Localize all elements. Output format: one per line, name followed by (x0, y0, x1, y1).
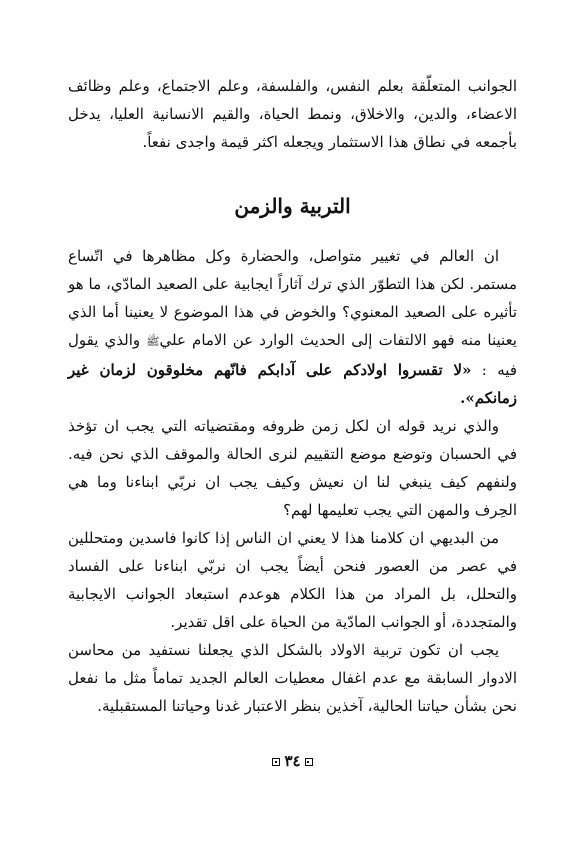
paragraph-1 (68, 242, 517, 412)
paragraph-3: من البديهي ان كلامنا هذا لا يعني ان الناس إذا كانوا فاسدين ومتحللين في عصر من العصور فنحن أيضاً يجب ان نربّي ابناءنا على الفساد والتحلل، بل المراد من هذا الكلام هوعدم استبعاد الجوانب الايجابية والمتجددة، أو الجوانب المادّية من الحياة على اقل تقدير. (68, 529, 517, 631)
paragraph-1-text-after: والذي يقول فيه : (68, 331, 517, 379)
paragraph-2: والذي نريد قوله ان لكل زمن ظروفه ومقتضياته التي يجب ان تؤخذ في الحسبان وتوضع موضع التقييم لنرى الحالة والموقف الذي نحن فيه. ولنفهم كيف ينبغي لنا ان نعيش وكيف يجب ان نربّي ابناءنا وما هي الحِرف والمهن التي يجب تعليمها لهم؟ (68, 417, 517, 519)
page-footer (0, 752, 585, 770)
page-number: ٣٤ (284, 752, 301, 770)
ornament-square-icon (305, 758, 313, 766)
paragraph-4: يجب ان تكون تربية الاولاد بالشكل الذي يجعلنا نستفيد من محاسن الادوار السابقة مع عدم اغفال معطيات العالم الجديد تماماً مثل ما نفعل نحن بشأن حياتنا الحالية، آخذين بنظر الاعتبار غدنا وحياتنا المستقبلية. (68, 641, 517, 715)
honorific-glyph: ﷺ (146, 335, 160, 348)
page-body (68, 72, 517, 720)
ornament-square-icon (272, 758, 280, 766)
hadith-quote: «لا تقسروا اولادكم على آدابكم فانّهم مخلوقون لزمان غير زمانكم». (68, 361, 517, 407)
intro-paragraph: الجوانب المتعلّقة بعلم النفس، والفلسفة، وعلم الاجتماع، وعلم وظائف الاعضاء، والدين، والاخلاق، ونمط الحياة، والقيم الانسانية العليا، يدخل بأجمعه في نطاق هذا الاستثمار ويجعله اكثر قيمة واجدى نفعاً. (68, 77, 517, 151)
paragraph-1-text: ان العالم في تغيير متواصل، والحضارة وكل مظاهرها في اتّساع مستمر. لكن هذا التطوّر الذي ترك آثاراً ايجابية على الصعيد المادّي، ما هو تأثيره على الصعيد المعنوي؟ والخوض في هذا الموضوع لا يعنينا أما الذي يعنينا منه فهو الالتفات إلى الحديث الوارد عن الامام علي (68, 247, 517, 349)
section-heading: التربية والزمن (234, 194, 351, 218)
